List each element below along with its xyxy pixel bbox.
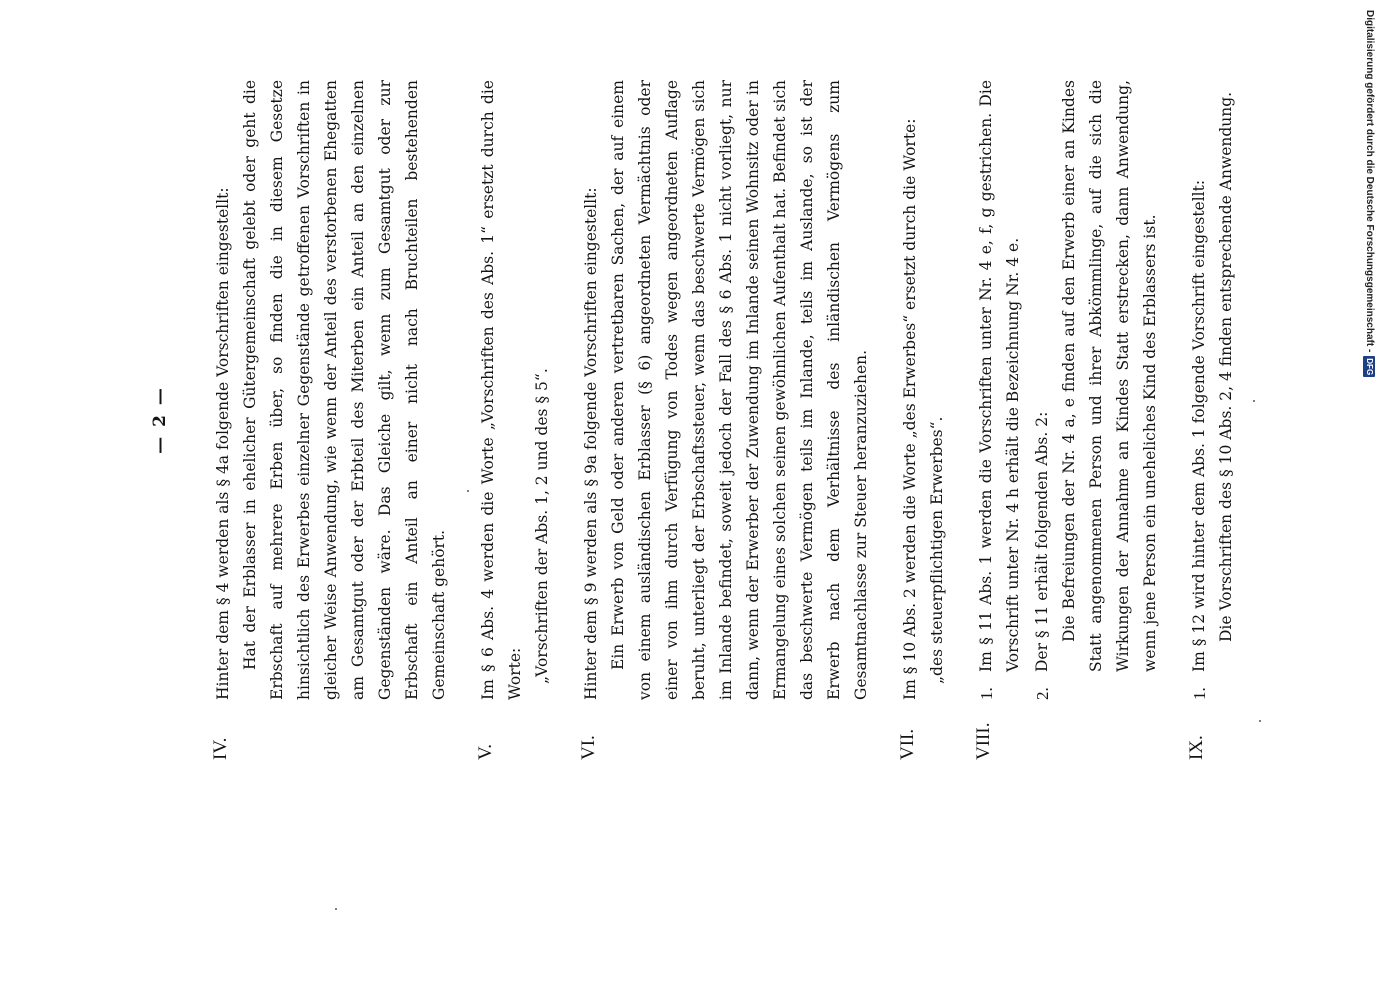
subsection-1 — [973, 80, 1027, 700]
subsection-paragraph: Die Vorschriften des § 10 Abs. 2, 4 finden entsprechende Anwendung. — [1217, 91, 1235, 642]
section-heading: Im § 6 Abs. 4 werden die Worte „Vorschriften des Abs. 1“ ersetzt durch die Worte: — [479, 80, 524, 700]
rotated-text — [150, 80, 1235, 760]
text-block — [150, 80, 1235, 760]
scan-speck — [335, 908, 337, 910]
section-paragraph: Hat der Erblasser in ehelicher Gütergemeinschaft gelebt oder geht die Erbschaft auf mehrere Erben über, so finden die in diesem Gesetze hinsichtlich des Erwerbes einzelner Gegenstände getroffenen Vorschriften in gleicher Weise Anwendung, wie wenn der Anteil des verstorbenen Ehegatten am Gesamtgut oder der Erbteil des Miterben ein Anteil an den einzelnen Gegenständen wäre. Das Gleiche gilt, wenn zum Gesamtgut oder zur Erbschaft ein Anteil an einer nicht nach Bruchteilen bestehenden Gemeinschaft gehört. — [241, 80, 448, 700]
digitization-credit — [1358, 10, 1380, 390]
subsection-number: 1. — [1190, 687, 1209, 700]
section-numeral: V. — [475, 743, 496, 760]
section-iv — [210, 80, 453, 760]
dfg-logo: DFG — [1365, 358, 1374, 376]
section-vi — [578, 80, 875, 760]
section-heading: Im § 10 Abs. 2 werden die Worte „des Erwerbes“ ersetzt durch die Worte: — [901, 118, 919, 700]
section-v — [475, 80, 556, 760]
section-numeral: VI. — [578, 735, 599, 760]
section-numeral: IV. — [210, 737, 231, 760]
section-viii — [973, 80, 1164, 760]
subsection-1 — [1186, 80, 1240, 700]
subsection-text: Im § 11 Abs. 1 werden die Vorschriften unter Nr. 4 e, f, g gestrichen. Die Vorschrift unter Nr. 4 h erhält die Bezeichnung Nr. 4 e. — [977, 80, 1022, 672]
section-heading: Hinter dem § 9 werden als § 9a folgende Vorschriften eingestellt: — [582, 187, 600, 700]
subsection-text: Im § 12 wird hinter dem Abs. 1 folgende Vorschrift eingestellt: — [1190, 179, 1208, 672]
scan-speck — [1259, 720, 1261, 722]
subsection-2 — [1029, 80, 1164, 700]
subsection-paragraph: Die Befreiungen der Nr. 4 a, e finden auf den Erwerb einer an Kindes Statt angenommenen Person und ihrer Abkömmlinge, auf die sich die Wirkungen der Annahme an Kindes Statt erstrecken, dann Anwendung, wenn jene Person ein uneheliches Kind des Erblassers ist. — [1060, 80, 1159, 672]
section-ix — [1186, 80, 1240, 760]
section-vii — [897, 80, 951, 760]
subsection-number: 1. — [977, 687, 996, 700]
section-paragraph: Ein Erwerb von Geld oder anderen vertretbaren Sachen, der auf einem von einem ausländischen Erblasser (§ 6) angeordneten Vermächtnis oder einer von ihm durch Verfügung von Todes wegen angeordneten Auflage beruht, unterliegt der Erbschaftssteuer, wenn das beschwerte Vermögen sich im Inlande befindet, soweit jedoch der Fall des § 6 Abs. 1 nicht vorliegt, nur dann, wenn der Erwerber der Zuwendung im Inlande seinen Wohnsitz oder in Ermangelung eines solchen seinen gewöhnlichen Aufenthalt hat. Befindet sich das beschwerte Vermögen teils im Inlande, teils im Auslande, so ist der Erwerb nach dem Verhältnisse des inländischen Vermögens zum Gesamtnachlasse zur Steuer heranzuziehen. — [609, 80, 870, 700]
section-numeral: IX. — [1186, 735, 1207, 760]
section-numeral: VII. — [897, 728, 918, 760]
page-number: — 2 — — [150, 386, 170, 454]
section-quote: „Vorschriften der Abs. 1, 2 und des § 5“. — [533, 368, 551, 684]
section-quote: „des steuerpflichtigen Erwerbes“. — [928, 416, 946, 684]
section-heading: Hinter dem § 4 werden als § 4a folgende Vorschriften eingestellt: — [214, 187, 232, 700]
subsection-number: 2. — [1033, 687, 1052, 700]
scan-speck — [467, 490, 469, 492]
scan-speck — [1253, 400, 1255, 402]
subsection-text: Der § 11 erhält folgenden Abs. 2: — [1033, 411, 1051, 672]
credit-text: Digitalisierung gefördert durch die Deutsche Forschungsgemeinschaft - — [1364, 10, 1375, 353]
section-numeral: VIII. — [973, 722, 994, 760]
